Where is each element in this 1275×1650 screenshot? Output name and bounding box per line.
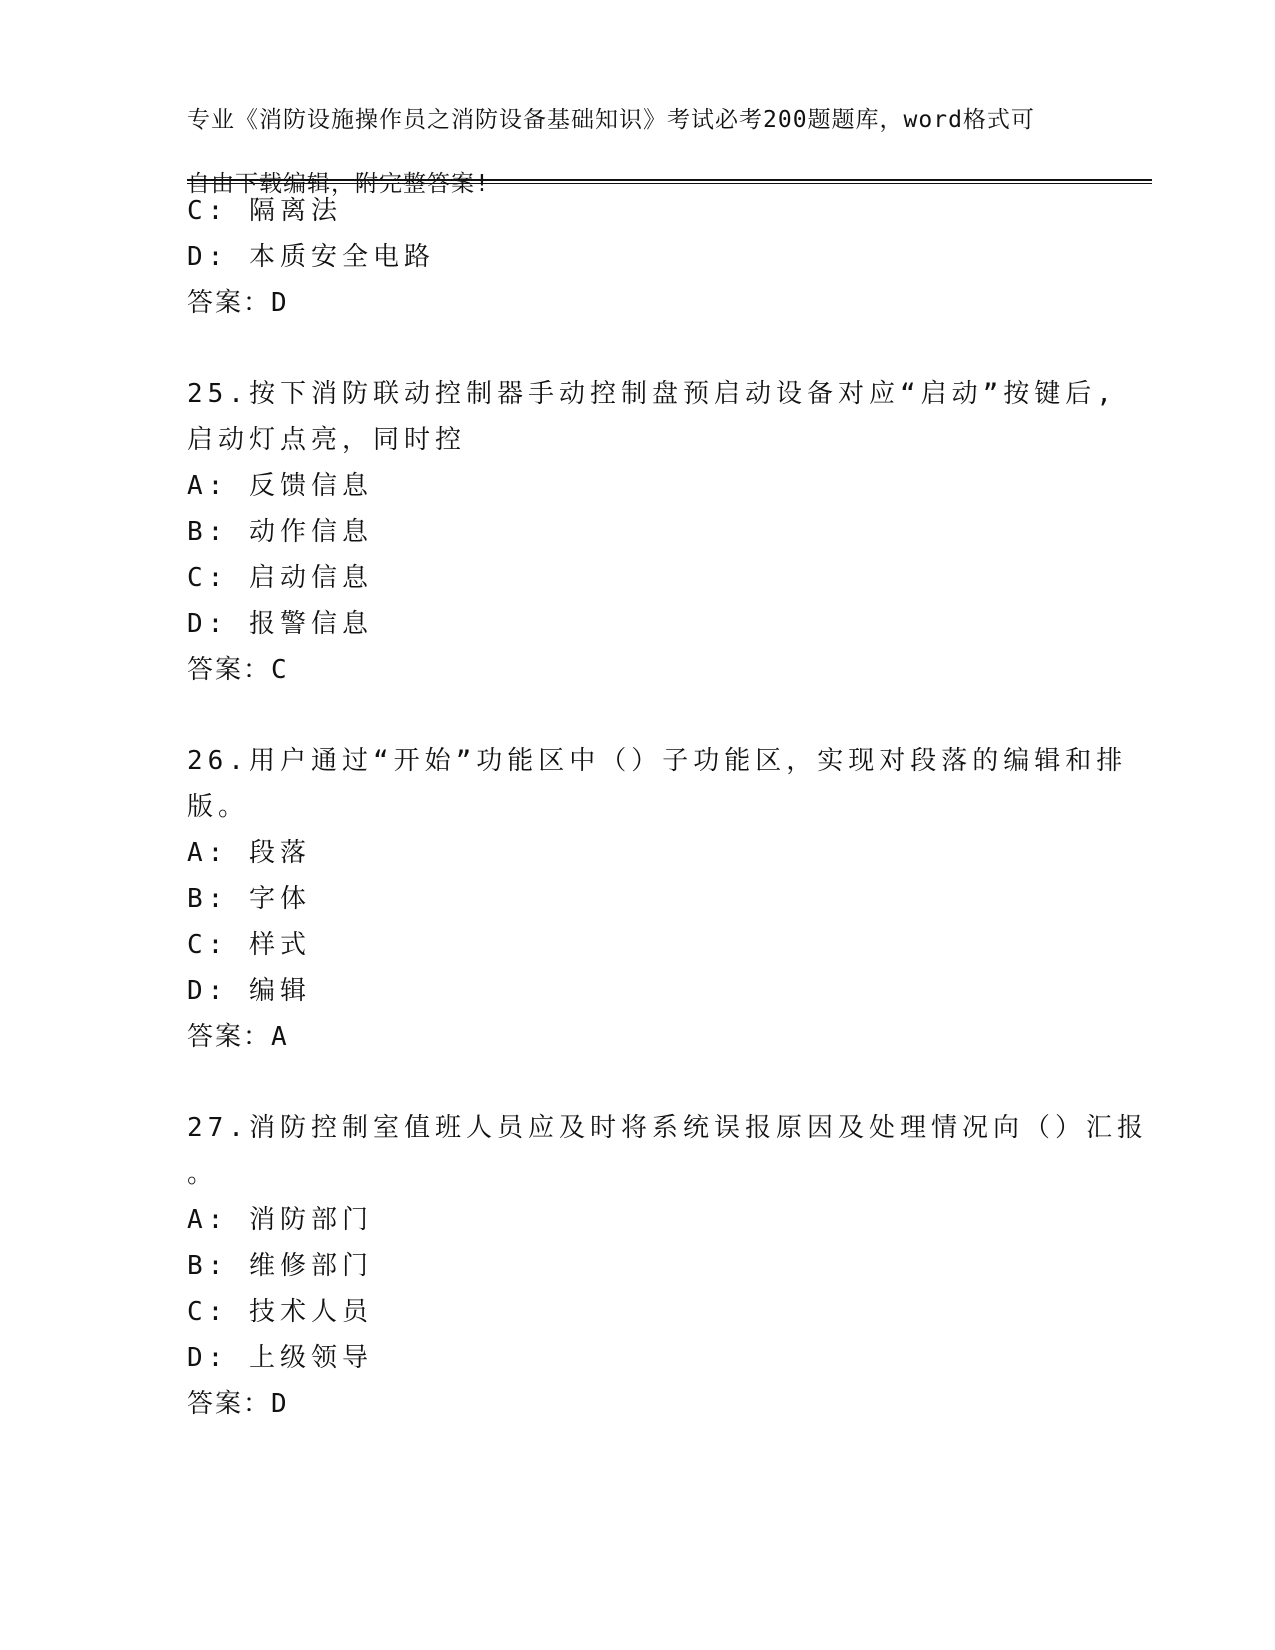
header-line-1: 专业《消防设施操作员之消防设备基础知识》考试必考200题题库，word格式可 [187,107,1035,133]
question-text-line-1 [187,738,1128,784]
option-letter: B: [187,517,229,547]
question-25 [187,371,1117,693]
option-d [187,234,1087,280]
answer-value: C [271,655,292,685]
option-letter: A: [187,471,229,501]
question-26 [187,738,1128,1060]
option-letter: C: [187,1297,229,1327]
question-number: 27. [187,1113,249,1143]
question-text-line-2: 。 [187,1159,219,1189]
option-text: 样式 [248,930,311,960]
question-number: 26. [187,746,249,776]
option-letter: C: [187,196,229,226]
option-d [187,968,1087,1014]
question-text: 用户通过“开始”功能区中（）子功能区，实现对段落的编辑和排 [248,746,1128,776]
option-text: 编辑 [248,976,311,1006]
option-letter: A: [187,838,229,868]
answer-line [187,1014,1087,1060]
answer-label: 答案： [187,1389,272,1419]
option-text: 报警信息 [248,609,373,639]
option-text: 维修部门 [248,1251,373,1281]
option-text: 上级领导 [248,1343,373,1373]
option-text: 本质安全电路 [248,242,435,272]
option-text: 启动信息 [248,563,373,593]
question-text-line-2: 版。 [187,792,250,822]
option-text: 隔离法 [248,196,342,226]
option-text: 段落 [248,838,311,868]
answer-line [187,280,1087,326]
option-d [187,1335,1087,1381]
answer-line [187,1381,1087,1427]
answer-label: 答案： [187,1022,272,1052]
answer-label: 答案： [187,288,272,318]
option-a [187,830,1087,876]
option-letter: B: [187,1251,229,1281]
option-text: 动作信息 [248,517,373,547]
option-text: 字体 [248,884,311,914]
spacer [187,326,1087,371]
answer-value: D [271,288,292,318]
spacer [187,1060,1087,1105]
option-text: 反馈信息 [248,471,373,501]
answer-value: D [271,1389,292,1419]
option-b [187,509,1087,555]
option-b [187,1243,1087,1289]
option-letter: D: [187,609,229,639]
header-divider [187,179,1152,184]
option-letter: C: [187,563,229,593]
option-a [187,1197,1087,1243]
option-c [187,188,1087,234]
option-letter: D: [187,242,229,272]
question-27 [187,1105,1148,1427]
question-text-line-2: 启动灯点亮，同时控 [187,425,467,455]
answer-value: A [271,1022,292,1052]
option-c [187,1289,1087,1335]
option-letter: D: [187,1343,229,1373]
option-a [187,463,1087,509]
option-c [187,555,1087,601]
answer-label: 答案： [187,655,272,685]
option-letter: A: [187,1205,229,1235]
partial-question [187,188,1087,326]
question-text-line-1 [187,371,1117,417]
option-letter: C: [187,930,229,960]
option-d [187,601,1087,647]
question-number: 25. [187,379,249,409]
option-letter: B: [187,884,229,914]
header-line-2: 自由下载编辑，附完整答案! [187,171,490,197]
question-list [187,188,1148,1427]
question-text: 消防控制室值班人员应及时将系统误报原因及处理情况向（）汇报 [248,1113,1148,1143]
option-text: 消防部门 [248,1205,373,1235]
question-text-line-1 [187,1105,1148,1151]
option-b [187,876,1087,922]
question-text: 按下消防联动控制器手动控制盘预启动设备对应“启动”按键后, [248,379,1117,409]
option-text: 技术人员 [248,1297,373,1327]
option-c [187,922,1087,968]
answer-line [187,647,1087,693]
spacer [187,693,1087,738]
option-letter: D: [187,976,229,1006]
